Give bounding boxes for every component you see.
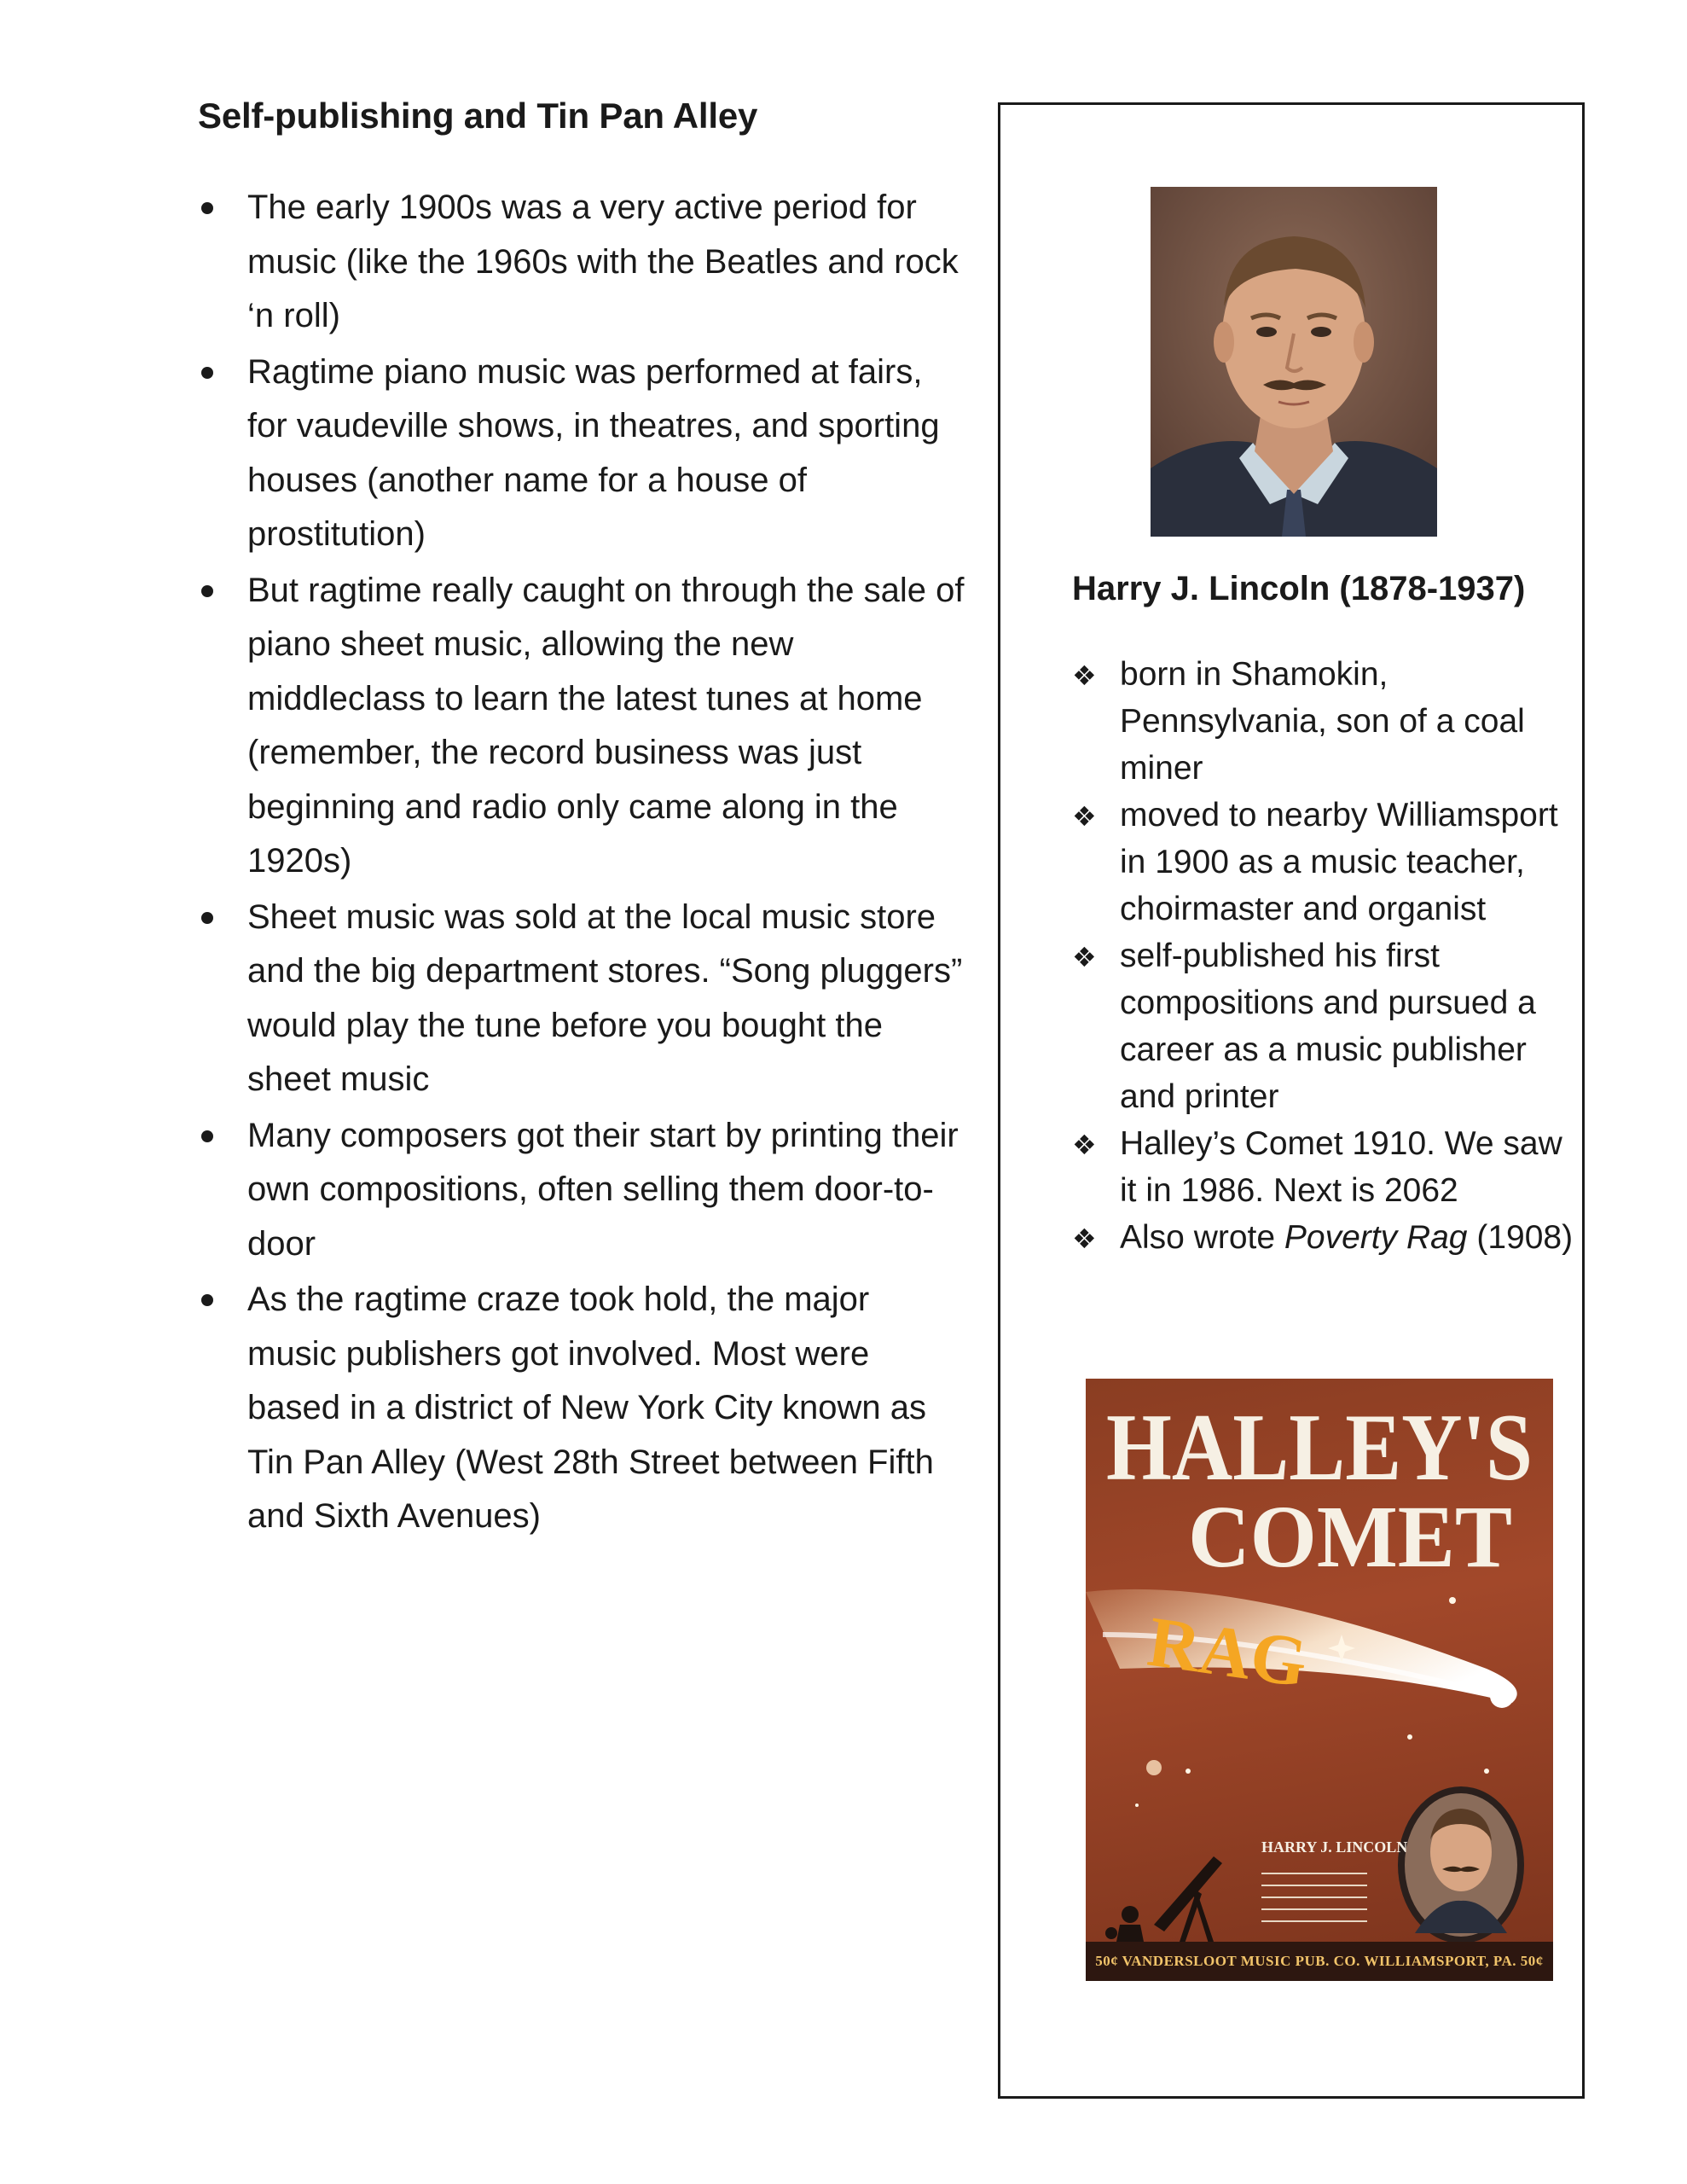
sheet-music-cover: [1086, 1379, 1553, 1981]
cover-publisher-footer: 50¢ VANDERSLOOT MUSIC PUB. CO. WILLIAMSPORT, PA. 50¢: [1086, 1942, 1553, 1981]
list-item: [1072, 792, 1575, 932]
fact-text: self-published his first compositions and pursued a career as a music publisher and printer: [1120, 938, 1536, 1115]
sidebar-box: [998, 102, 1585, 2099]
bullet-dot-icon: [201, 202, 213, 214]
fact-text-title: Poverty Rag: [1284, 1219, 1468, 1256]
fact-text: moved to nearby Williamsport in 1900 as a music teacher, choirmaster and organist: [1120, 797, 1558, 927]
four-diamond-bullet-icon: ❖: [1072, 1130, 1097, 1160]
fact-list: [1072, 651, 1575, 1261]
bullet-text: Many composers got their start by printing their own compositions, often selling them door-to-door: [247, 1116, 959, 1263]
bullet-dot-icon: [201, 1294, 213, 1306]
four-diamond-bullet-icon: ❖: [1072, 1223, 1097, 1254]
bullet-dot-icon: [201, 1130, 213, 1142]
bullet-text: As the ragtime craze took hold, the major music publishers got involved. Most were based in a district of New York City known as Tin Pan Alley (West 28th Street between Fifth and Sixth Avenues): [247, 1281, 934, 1535]
page-title: Self-publishing and Tin Pan Alley: [198, 96, 758, 136]
bullet-dot-icon: [201, 367, 213, 379]
bullet-dot-icon: [201, 912, 213, 924]
portrait-illustration: [1151, 187, 1437, 537]
bullet-dot-icon: [201, 585, 213, 597]
list-item: [1072, 932, 1575, 1120]
list-item: [198, 346, 965, 562]
list-item: [1072, 651, 1575, 792]
four-diamond-bullet-icon: ❖: [1072, 660, 1097, 691]
fact-text: Halley’s Comet 1910. We saw it in 1986. Next is 2062: [1120, 1125, 1562, 1209]
cover-title-line1: HALLEY'S: [1106, 1395, 1533, 1501]
portrait-photo: [1151, 187, 1437, 537]
bullet-text: But ragtime really caught on through the sale of piano sheet music, allowing the new middleclass to learn the latest tunes at home (remember, the record business was just beginning and radio only came along in the 1920s): [247, 571, 965, 880]
cover-composer: HARRY J. LINCOLN: [1261, 1838, 1408, 1856]
cover-subtitle: RAG: [1143, 1601, 1313, 1703]
four-diamond-bullet-icon: ❖: [1072, 801, 1097, 832]
list-item: [198, 181, 965, 344]
fact-text: born in Shamokin, Pennsylvania, son of a coal miner: [1120, 656, 1525, 787]
list-item: [198, 1109, 965, 1272]
cover-illustration: [1086, 1379, 1553, 1981]
list-item: [1072, 1214, 1575, 1261]
fact-text-prefix: Also wrote: [1120, 1219, 1284, 1256]
fact-text-suffix: (1908): [1467, 1219, 1574, 1256]
bullet-text: Sheet music was sold at the local music store and the big department stores. “Song pluggers” would play the tune before you bought the sheet music: [247, 897, 963, 1098]
cover-title-line2: COMET: [1188, 1488, 1512, 1586]
list-item: [198, 564, 965, 889]
list-item: [198, 891, 965, 1107]
four-diamond-bullet-icon: ❖: [1072, 942, 1097, 973]
bullet-text: Ragtime piano music was performed at fairs, for vaudeville shows, in theatres, and sporting houses (another name for a house of prostitution): [247, 352, 940, 553]
list-item: [198, 1273, 965, 1544]
bullet-text: The early 1900s was a very active period for music (like the 1960s with the Beatles and rock ‘n roll): [247, 189, 959, 334]
list-item: [1072, 1120, 1575, 1214]
main-bullet-list: [198, 181, 965, 1546]
sidebar-heading: Harry J. Lincoln (1878-1937): [1072, 570, 1526, 607]
